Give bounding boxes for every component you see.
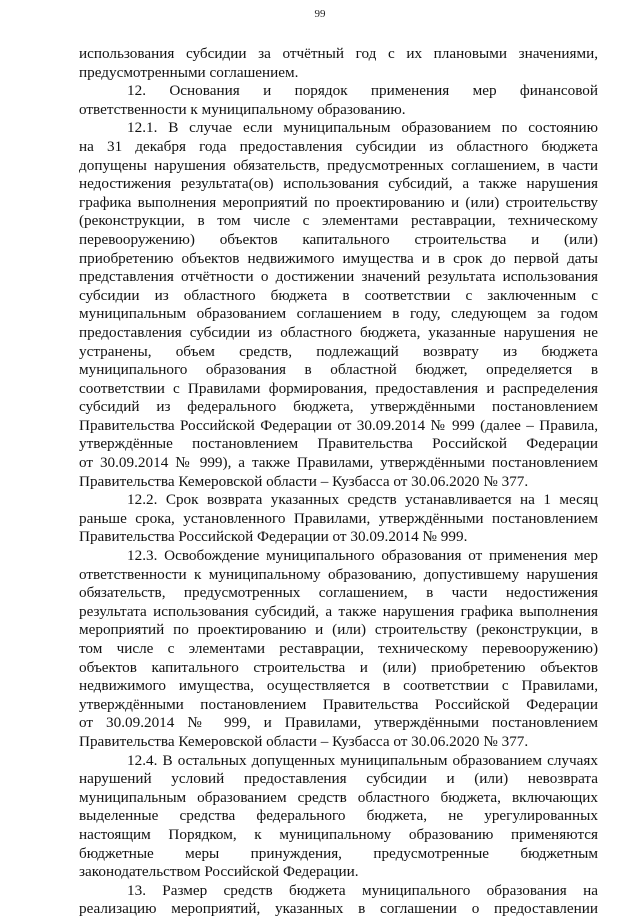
document-body — [79, 45, 598, 919]
text-line: 12.1. В случае если муниципальным образованием по состоянию — [127, 119, 598, 137]
text-line: том числе с элементами реставрации, техническому перевооружению) — [79, 640, 598, 657]
text-line: использования субсидии за отчётный год с их плановыми значениями, — [79, 45, 598, 62]
text-line: раньше срока, установленного Правилами, утверждёнными постановлением — [79, 509, 598, 527]
text-line: Правительства Российской Федерации от 30.09.2014 № 999 (далее – Правила, — [79, 416, 598, 434]
text-line: ответственности к муниципальному образованию. — [79, 100, 406, 118]
text-line: 12.3. Освобождение муниципального образования от применения мер — [127, 547, 598, 565]
text-line: недвижимого имущества, осуществляется в соответствии с Правилами, — [79, 677, 598, 695]
text-line: от 30.09.2014 № 999, и Правилами, утверждёнными постановлением — [79, 714, 598, 732]
text-line: недостижения результата(ов) использования субсидий, а также нарушения — [79, 175, 598, 193]
text-line: (реконструкции, в том числе с элементами реставрации, техническому — [79, 212, 598, 230]
text-line: утверждёнными постановлением Правительства Российской Федерации — [79, 695, 598, 713]
text-line: предусмотренными соглашением. — [79, 63, 299, 81]
text-line: обязательств, предусмотренных соглашением, в части недостижения — [79, 584, 598, 602]
text-line: устранены, объем средств, подлежащий возврату из бюджета — [79, 342, 598, 360]
text-line: предоставления субсидии из областного бюджета, указанные нарушения не — [79, 323, 598, 341]
text-line: ответственности к муниципальному образованию, допустившему нарушения — [79, 565, 598, 583]
text-line: 12.2. Срок возврата указанных средств устанавливается на 1 месяц — [127, 491, 598, 509]
text-line: муниципальным образованием средств областного бюджета, включающих — [79, 788, 598, 806]
text-line: результата использования субсидий, а также нарушения графика выполнения — [79, 602, 598, 620]
text-line: допущены нарушения обязательств, предусмотренных соглашением, в части — [79, 156, 598, 174]
text-line: приобретению объектов недвижимого имущества и в срок до первой даты — [79, 249, 598, 267]
text-line: графика выполнения мероприятий по проектированию и (или) строительству — [79, 193, 598, 211]
text-line: 12. Основания и порядок применения мер финансовой — [127, 82, 598, 100]
text-line: Правительства Кемеровской области – Кузбасса от 30.06.2020 № 377. — [79, 472, 529, 490]
text-line: нарушений условий предоставления субсидии и (или) невозврата — [79, 770, 598, 788]
text-line: 13. Размер средств бюджета муниципального образования на — [127, 881, 598, 899]
text-line: субсидии из областного бюджета в соответствии с заключенным с — [79, 286, 598, 304]
text-line: утверждённые постановлением Правительства Российской Федерации — [79, 435, 598, 453]
text-line: 12.4. В остальных допущенных муниципальным образованием случаях — [127, 751, 598, 769]
text-line: выделенные средства федерального бюджета, не урегулированных — [79, 807, 598, 825]
text-line: объектов капитального строительства и (или) приобретению объектов — [79, 658, 598, 676]
text-line: муниципального образования в областной бюджет, определяется в — [79, 361, 598, 379]
text-line: мероприятий по проектированию и (или) строительству (реконструкции, в — [79, 621, 598, 639]
text-line: муниципальным образованием соглашением в году, следующем за годом — [79, 305, 598, 323]
text-line: субсидий из федерального бюджета, утверждёнными постановлением — [79, 398, 598, 416]
text-line: Правительства Кемеровской области – Кузбасса от 30.06.2020 № 377. — [79, 732, 529, 750]
text-line: от 30.09.2014 № 999), а также Правилами, утверждёнными постановлением — [79, 454, 598, 472]
text-line: законодательством Российской Федерации. — [79, 863, 359, 881]
text-line: бюджетные меры принуждения, предусмотренные бюджетным — [79, 844, 598, 862]
page-number: 99 — [314, 8, 326, 20]
text-line: реализацию мероприятий, указанных в соглашении о предоставлении — [79, 900, 598, 918]
text-line: на 31 декабря года предоставления субсидии из областного бюджета — [79, 137, 598, 155]
text-line: соответствии с Правилами формирования, предоставления и распределения — [79, 379, 598, 397]
text-line: Правительства Российской Федерации от 30.09.2014 № 999. — [79, 528, 468, 546]
text-line: представления отчётности о достижении значений результата использования — [79, 268, 598, 286]
text-line: перевооружению) объектов капитального строительства и (или) — [79, 230, 598, 248]
text-line: настоящим Порядком, к муниципальному образованию применяются — [79, 825, 598, 843]
